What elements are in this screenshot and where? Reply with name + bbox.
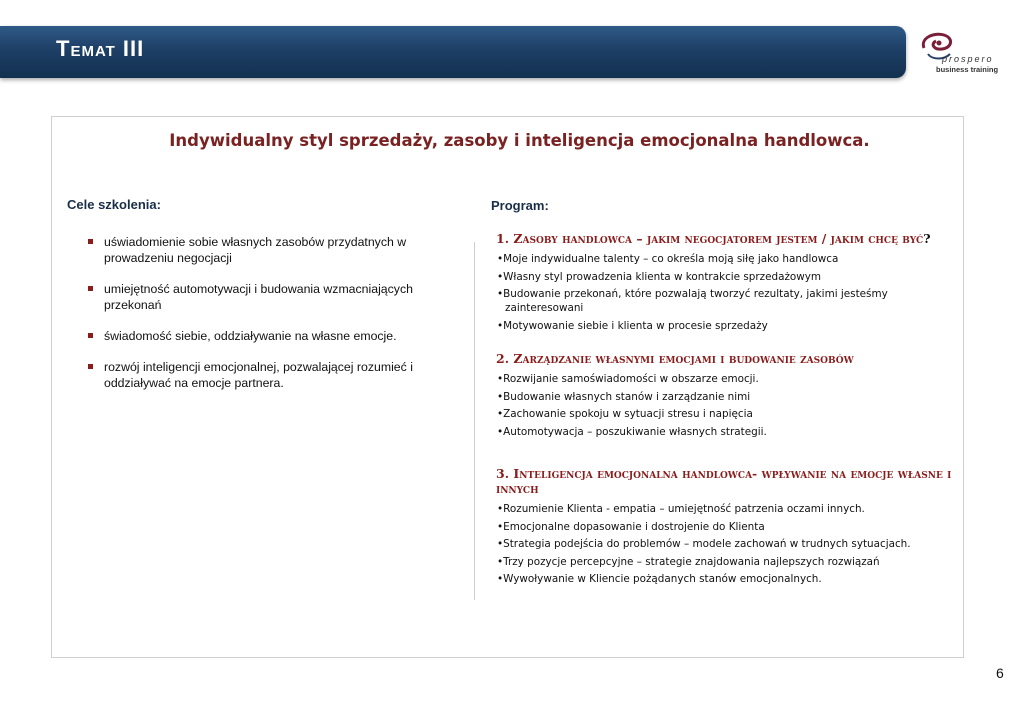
goal-item	[88, 359, 440, 391]
slide-title: Temat III	[56, 36, 145, 61]
program-heading: Program:	[491, 198, 549, 213]
bullet-square-icon	[88, 286, 93, 291]
main-title: Indywidualny styl sprzedaży, zasoby i inteligencja emocjonalna handlowca.	[169, 131, 870, 150]
program-section-2	[496, 351, 956, 442]
goals-list	[88, 234, 440, 406]
section-title: 2. Zarządzanie własnymi emocjami i budowanie zasobów	[496, 351, 854, 366]
program-section-3	[496, 466, 956, 590]
section-item: •Strategia podejścia do problemów – modele zachowań w trudnych sytuacjach.	[497, 538, 911, 550]
section-title-suffix: ?	[923, 231, 931, 246]
logo-subtitle: business training	[936, 65, 999, 74]
section-title-text: 1. Zasoby handlowca – jakim negocjatorem jestem / jakim chcę być	[496, 231, 924, 246]
section-item: •Moje indywidualne talenty – co określa moją siłę jako handlowca	[497, 253, 839, 265]
bullet-square-icon	[88, 239, 93, 244]
section-items	[496, 502, 956, 586]
section-item: •Emocjonalne dopasowanie i dostrojenie do Klienta	[497, 520, 765, 533]
goal-item	[88, 234, 440, 266]
header-bar	[0, 26, 906, 78]
goal-text: rozwój inteligencji emocjonalnej, pozwalającej rozumieć i oddziaływać na emocje partnera.	[104, 360, 413, 390]
section-item: •Własny styl prowadzenia klienta w kontrakcie sprzedażowym	[497, 270, 822, 283]
section-title: 3. Inteligencja emocjonalna handlowca- wpływanie na emocje własne i innych	[496, 466, 952, 496]
logo-name: prospero	[942, 54, 994, 64]
bullet-square-icon	[88, 333, 93, 338]
prospero-logo	[918, 30, 1018, 80]
section-item: •Zachowanie spokoju w sytuacji stresu i napięcia	[497, 408, 753, 420]
goal-item	[88, 281, 440, 313]
section-item: •Rozumienie Klienta - empatia – umiejętność patrzenia oczami innych.	[497, 503, 865, 515]
bullet-square-icon	[88, 364, 93, 369]
section-items	[496, 252, 956, 333]
section-item: •Automotywacja – poszukiwanie własnych strategii.	[497, 425, 767, 438]
goal-text: świadomość siebie, oddziaływanie na własne emocje.	[104, 329, 397, 343]
section-items	[496, 372, 956, 439]
goal-text: uświadomienie sobie własnych zasobów przydatnych w prowadzeniu negocjacji	[104, 235, 407, 265]
section-item: •Motywowanie siebie i klienta w procesie sprzedaży	[497, 319, 768, 332]
goal-text: umiejętność automotywacji i budowania wzmacniających przekonań	[104, 282, 413, 312]
section-title	[496, 231, 956, 246]
program-section-1	[496, 231, 956, 336]
section-item: •Rozwijanie samoświadomości w obszarze emocji.	[497, 373, 759, 385]
goal-item	[88, 328, 440, 344]
column-divider	[474, 242, 475, 600]
page-number: 6	[996, 665, 1004, 681]
section-item: •Trzy pozycje percepcyjne – strategie znajdowania najlepszych rozwiązań	[497, 555, 880, 568]
section-item: •Budowanie własnych stanów i zarządzanie nimi	[497, 390, 751, 403]
section-item: •Budowanie przekonań, które pozwalają tworzyć rezultaty, jakimi jesteśmy zainteresowani	[497, 288, 888, 314]
goals-heading: Cele szkolenia:	[67, 197, 161, 212]
section-item: •Wywoływanie w Kliencie pożądanych stanów emocjonalnych.	[497, 573, 822, 585]
